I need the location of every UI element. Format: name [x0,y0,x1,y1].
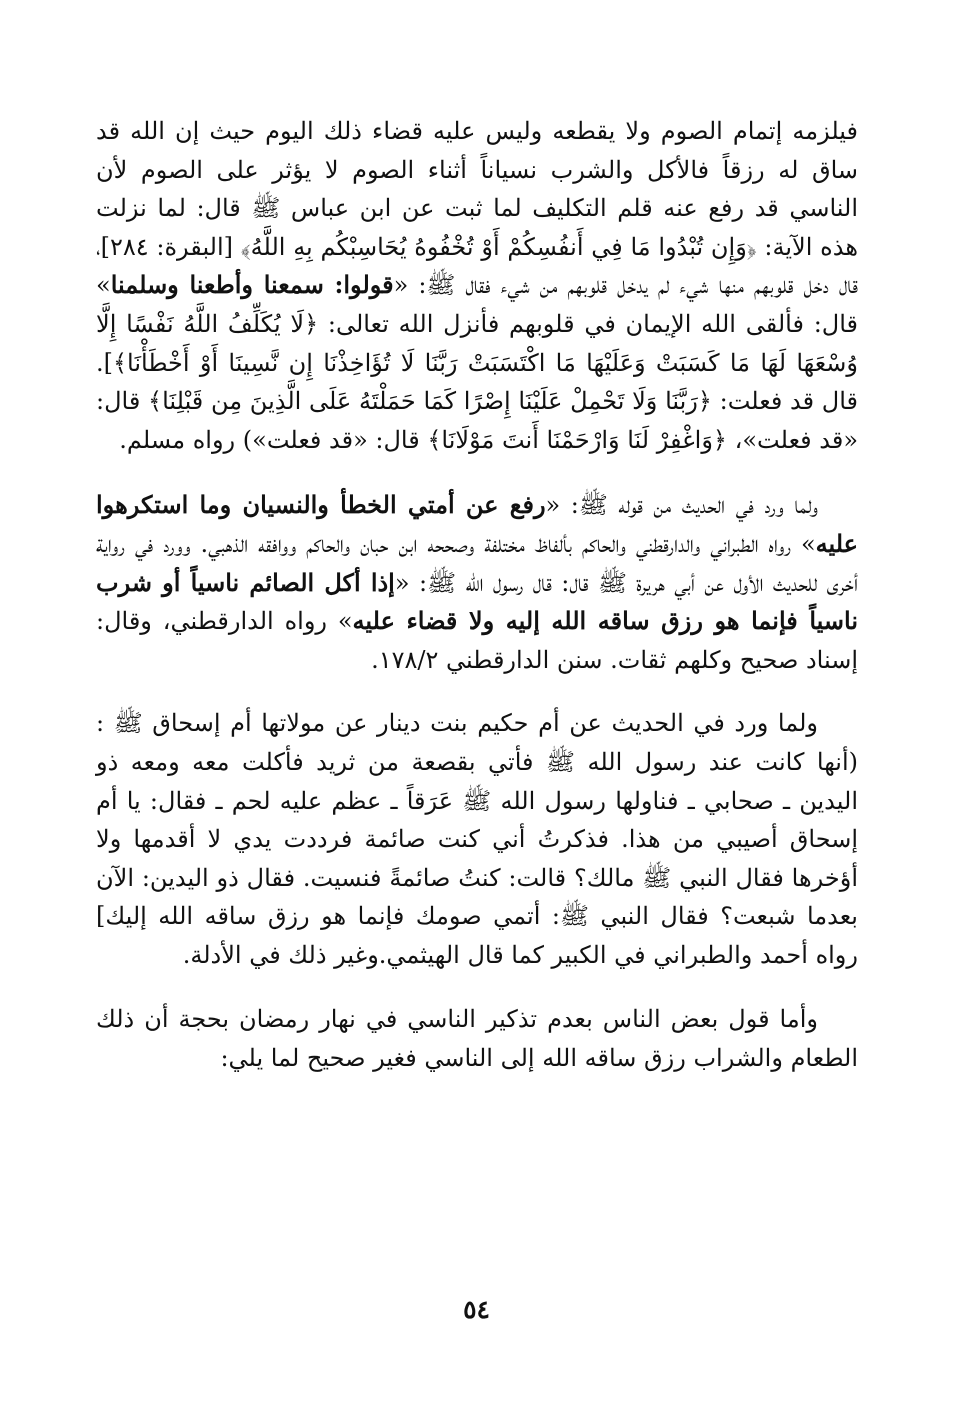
page-body [96,112,858,1078]
paragraph-3-text-1: ولما ورد في الحديث عن أم حكيم بنت دينار عن مولاتها أم إسحاق ﷺ : (أنها كانت عند رسول الله ﷺ فأتي بقصعة من ثريد فأكلت معه ومعه ذو اليدين ـ صحابي ـ فناولها رسول الله ﷺ عَرَقاً ـ عظم عليه لحم ـ فقال: يا أم إسحاق أصيبي من هذا. فذكرتُ أني كنت صائمة فرددت يدي لا أقدمها ولا أؤخرها فقال النبي ﷺ مالك؟ قالت: كنتُ صائمةً فنسيت. فقال ذو اليدين: الآن بعدما شبعت؟ فقال النبي ﷺ: أتمي صومك فإنما هو رزق ساقه الله إليك] رواه أحمد والطبراني في الكبير كما قال الهيثمي.وغير ذلك في الأدلة. [96,709,858,969]
paragraph-4 [96,1000,858,1077]
page-number: ٥٤ [463,1295,490,1324]
paragraph-2-text-3: » رواه الدارقطني، وقال: إسناد صحيح وكلهم ثقات. سنن الدارقطني ١٧٨/٢. [96,607,858,674]
paragraph-4-text-1: وأما قول بعض الناس بعدم تذكير الناسي في نهار رمضان بحجة أن ذلك الطعام والشراب رزق ساقه الله إلى الناسي فغير صحيح لما يلي: [96,1005,858,1073]
paragraph-1 [96,112,858,459]
paragraph-3 [96,704,858,974]
paragraph-2-text-2: » رواه الطبراني والدارقطني والحاكم بألفاظ مختلفة وصححه ابن حبان والحاكم ووافقه الذهبي. وورد في رواية أخرى للحديث الأول عن أبي هريرة ﷺ قال: قال رسول الله ﷺ: « [96,529,858,597]
paragraph-1-text-1: فيلزمه إتمام الصوم ولا يقطعه وليس عليه قضاء ذلك اليوم حيث إن الله قد ساق له رزقاً فالأكل والشرب نسياناً أثناء الصوم لا يؤثر على الصوم لأن الناسي قد رفع عنه قلم التكليف لما ثبت عن ابن عباس ﷺ قال: لما نزلت هذه الآية: ﴿وَإِن تُبْدُوا مَا فِي أَنفُسِكُمْ أَوْ تُخْفُوهُ يُحَاسِبْكُم بِهِ اللَّهُ﴾ [البقرة: ٢٨٤]، قال دخل قلوبهم منها شيء لم يدخل قلوبهم من شيء فقال ﷺ: « [96,117,859,300]
paragraph-1-text-2: » قال: فألقى الله الإيمان في قلوبهم فأنزل الله تعالى: ﴿لَا يُكَلِّفُ اللَّهُ نَفْسًا إِلَّا وُسْعَهَا لَهَا مَا كَسَبَتْ وَعَلَيْهَا مَا اكْتَسَبَتْ رَبَّنَا لَا تُؤَاخِذْنَا إِن نَّسِينَا أَوْ أَخْطَأْنَا﴾]. قال قد فعلت: ﴿رَبَّنَا وَلَا تَحْمِلْ عَلَيْنَا إِصْرًا كَمَا حَمَلْتَهُ عَلَى الَّذِينَ مِن قَبْلِنَا﴾ قال: «قد فعلت»، ﴿وَاغْفِرْ لَنَا وَارْحَمْنَا أَنتَ مَوْلَانَا﴾ قال: «قد فعلت») رواه مسلم. [96,271,858,454]
paragraph-1-bold-1: قولوا: سمعنا وأطعنا وسلمنا [110,270,394,300]
paragraph-2-text-1: ولما ورد في الحديث من قوله ﷺ: « [545,491,819,520]
paragraph-2-bold-2: إذا أكل الصائم ناسياً أو شرب ناسياً فإنما هو رزق ساقه الله إليه ولا قضاء عليه [96,567,858,636]
paragraph-2-bold-1: رفع عن أمتي الخطأ والنسيان وما استكرهوا عليه [96,490,858,558]
paragraph-2 [96,486,858,679]
